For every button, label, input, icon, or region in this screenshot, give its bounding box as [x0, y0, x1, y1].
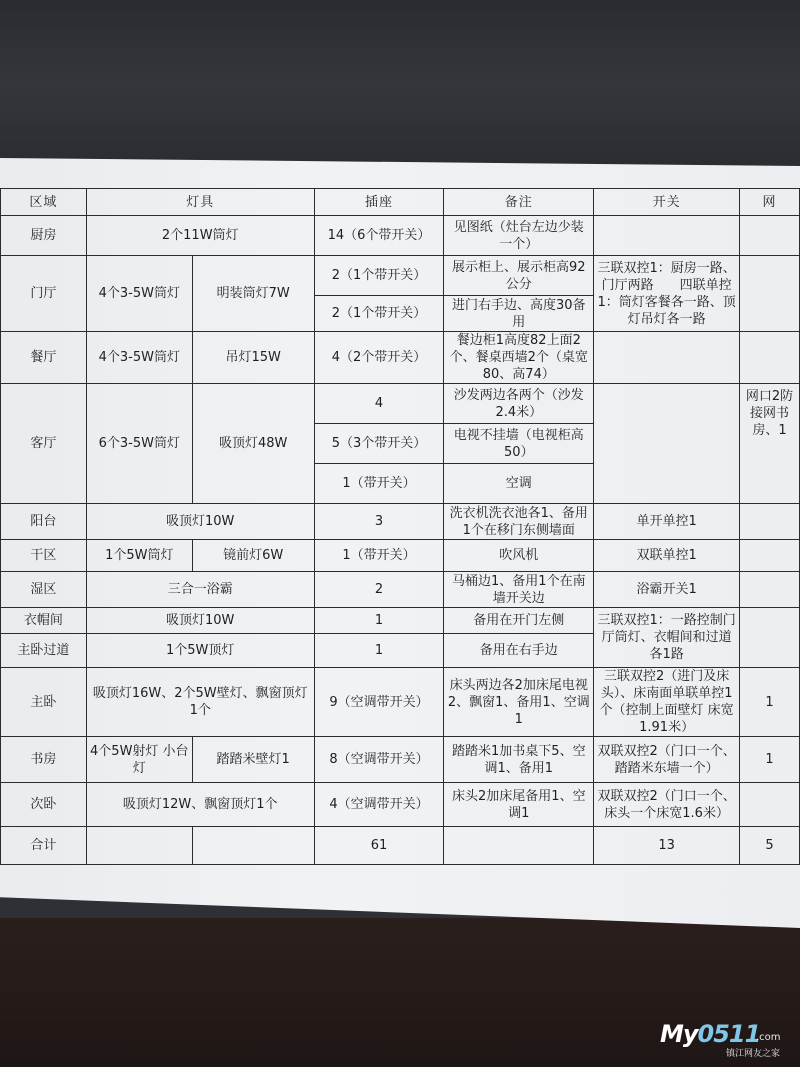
net-cell [740, 783, 800, 827]
switch-cell: 单开单控1 [594, 504, 740, 540]
switch-cell [594, 332, 740, 384]
net-cell [740, 256, 800, 332]
net-cell [740, 504, 800, 540]
socket-cell: 3 [314, 504, 444, 540]
row-closet [1, 608, 800, 634]
lamp-cell: 明装筒灯7W [192, 256, 314, 332]
site-watermark [660, 1020, 800, 1066]
note-cell: 电视不挂墙（电视柜高50） [444, 424, 594, 464]
switch-cell [594, 384, 740, 504]
net-cell [740, 608, 800, 668]
lamp-cell: 吸顶灯12W、飘窗顶灯1个 [86, 783, 314, 827]
row-total [1, 827, 800, 865]
header-sockets: 插座 [314, 189, 444, 216]
net-cell [740, 332, 800, 384]
net-cell [740, 572, 800, 608]
switch-cell: 双联单控1 [594, 540, 740, 572]
area-cell: 湿区 [1, 572, 87, 608]
net-cell [740, 216, 800, 256]
lamp-cell: 吊灯15W [192, 332, 314, 384]
area-cell: 门厅 [1, 256, 87, 332]
socket-cell: 2（1个带开关） [314, 256, 444, 296]
socket-cell: 1 [314, 608, 444, 634]
area-cell: 阳台 [1, 504, 87, 540]
row-master-bedroom [1, 668, 800, 737]
socket-cell: 9（空调带开关） [314, 668, 444, 737]
row-foyer [1, 256, 800, 296]
wiring-plan-table [0, 188, 800, 865]
area-cell: 客厅 [1, 384, 87, 504]
note-cell: 洗衣机洗衣池各1、备用1个在移门东侧墙面 [444, 504, 594, 540]
net-cell: 网口2防接网书房、1 [740, 384, 800, 504]
switch-cell: 三联双控2（进门及床头）、床南面单联单控1个（控制上面壁灯 床宽1.91米） [594, 668, 740, 737]
lamp-cell: 4个5W射灯 小台灯 [86, 737, 192, 783]
lamp-cell: 1个5W筒灯 [86, 540, 192, 572]
socket-total: 61 [314, 827, 444, 865]
socket-cell: 4（2个带开关） [314, 332, 444, 384]
lamp-cell [192, 827, 314, 865]
note-cell: 餐边柜1高度82上面2个、餐桌西墙2个（桌宽80、高74） [444, 332, 594, 384]
switch-cell: 双联双控2（门口一个、床头一个床宽1.6米） [594, 783, 740, 827]
header-notes: 备注 [444, 189, 594, 216]
watermark-domain: .com [756, 1032, 781, 1043]
area-cell: 次卧 [1, 783, 87, 827]
lamp-cell: 镜前灯6W [192, 540, 314, 572]
area-cell: 餐厅 [1, 332, 87, 384]
note-cell: 备用在右手边 [444, 634, 594, 668]
socket-cell: 4（空调带开关） [314, 783, 444, 827]
header-row [1, 189, 800, 216]
note-cell: 见图纸（灶台左边少装一个） [444, 216, 594, 256]
row-second-bedroom [1, 783, 800, 827]
socket-cell: 2（1个带开关） [314, 296, 444, 332]
switch-total: 13 [594, 827, 740, 865]
net-cell: 1 [740, 668, 800, 737]
note-cell: 吹风机 [444, 540, 594, 572]
socket-cell: 2 [314, 572, 444, 608]
row-balcony [1, 504, 800, 540]
switch-cell: 三联双控1：一路控制门厅筒灯、衣帽间和过道各1路 [594, 608, 740, 668]
note-cell: 进门右手边、高度30备用 [444, 296, 594, 332]
lamp-cell: 三合一浴霸 [86, 572, 314, 608]
lamp-cell: 吸顶灯10W [86, 608, 314, 634]
socket-cell: 1（带开关） [314, 464, 444, 504]
lamp-cell: 1个5W顶灯 [86, 634, 314, 668]
socket-cell: 1（带开关） [314, 540, 444, 572]
row-study [1, 737, 800, 783]
row-dry-area [1, 540, 800, 572]
note-cell [444, 827, 594, 865]
lamp-cell: 4个3-5W筒灯 [86, 256, 192, 332]
area-cell: 主卧过道 [1, 634, 87, 668]
row-living [1, 384, 800, 424]
lamp-cell: 2个11W筒灯 [86, 216, 314, 256]
lamp-cell: 6个3-5W筒灯 [86, 384, 192, 504]
socket-cell: 14（6个带开关） [314, 216, 444, 256]
switch-cell: 浴霸开关1 [594, 572, 740, 608]
lamp-cell: 4个3-5W筒灯 [86, 332, 192, 384]
note-cell: 空调 [444, 464, 594, 504]
net-cell [740, 540, 800, 572]
switch-cell: 三联双控1：厨房一路、门厅两路 四联单控1：筒灯客餐各一路、顶灯吊灯各一路 [594, 256, 740, 332]
lamp-cell: 踏踏米壁灯1 [192, 737, 314, 783]
switch-cell: 双联双控2（门口一个、踏踏米东墙一个） [594, 737, 740, 783]
watermark-logo: My0511 [660, 1020, 761, 1048]
lamp-cell: 吸顶灯10W [86, 504, 314, 540]
note-cell: 床头两边各2加床尾电视2、飘窗1、备用1、空调1 [444, 668, 594, 737]
lamp-cell: 吸顶灯48W [192, 384, 314, 504]
header-switches: 开关 [594, 189, 740, 216]
area-cell: 干区 [1, 540, 87, 572]
row-dining [1, 332, 800, 384]
header-area: 区域 [1, 189, 87, 216]
header-lamps: 灯具 [86, 189, 314, 216]
net-total: 5 [740, 827, 800, 865]
note-cell: 沙发两边各两个（沙发2.4米） [444, 384, 594, 424]
header-network: 网 [740, 189, 800, 216]
area-cell: 合计 [1, 827, 87, 865]
area-cell: 主卧 [1, 668, 87, 737]
net-cell: 1 [740, 737, 800, 783]
socket-cell: 8（空调带开关） [314, 737, 444, 783]
lamp-cell [86, 827, 192, 865]
row-kitchen [1, 216, 800, 256]
note-cell: 床头2加床尾备用1、空调1 [444, 783, 594, 827]
lamp-cell: 吸顶灯16W、2个5W壁灯、飘窗顶灯1个 [86, 668, 314, 737]
area-cell: 衣帽间 [1, 608, 87, 634]
note-cell: 踏踏米1加书桌下5、空调1、备用1 [444, 737, 594, 783]
watermark-tagline: 镇江网友之家 [726, 1049, 781, 1059]
socket-cell: 4 [314, 384, 444, 424]
area-cell: 书房 [1, 737, 87, 783]
row-wet-area [1, 572, 800, 608]
note-cell: 展示柜上、展示柜高92公分 [444, 256, 594, 296]
area-cell: 厨房 [1, 216, 87, 256]
note-cell: 备用在开门左侧 [444, 608, 594, 634]
socket-cell: 1 [314, 634, 444, 668]
note-cell: 马桶边1、备用1个在南墙开关边 [444, 572, 594, 608]
socket-cell: 5（3个带开关） [314, 424, 444, 464]
switch-cell [594, 216, 740, 256]
